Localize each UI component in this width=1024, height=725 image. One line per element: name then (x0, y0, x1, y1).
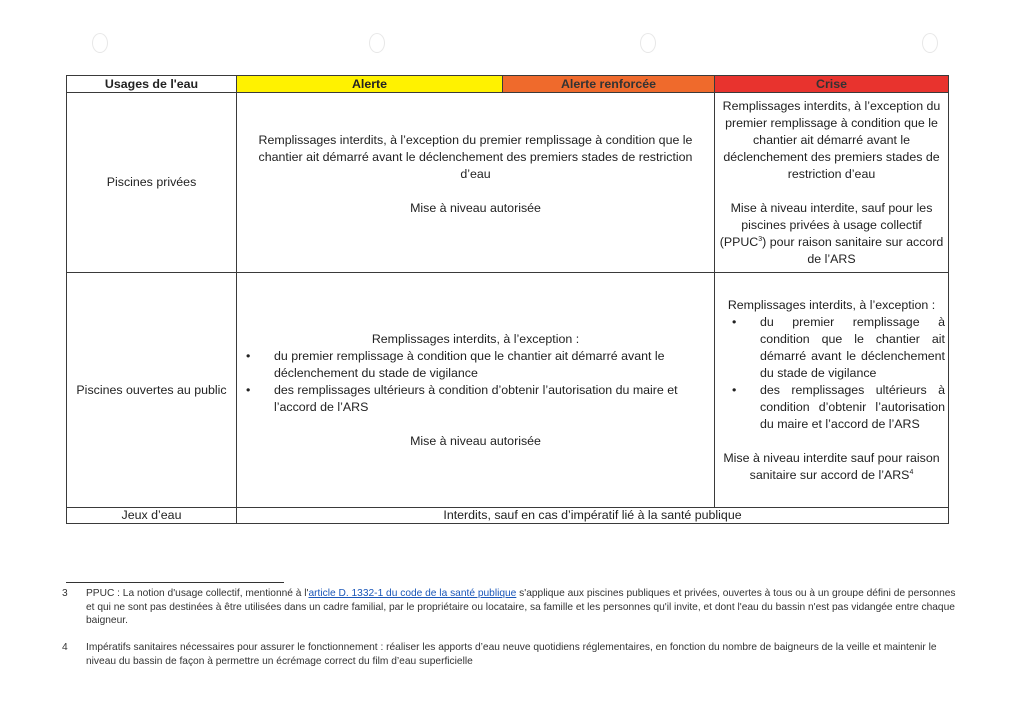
list-item: • du premier remplissage à condition que le chantier ait démarré avant le déclenchement du stade de vigilance (266, 348, 711, 382)
article-link[interactable]: article D. 1332-1 du code de la santé publique (308, 588, 517, 599)
footnote-ref-3: 3 (758, 235, 763, 243)
all-levels-cell: Interdits, sauf en cas d’impératif lié à la santé publique (237, 508, 949, 524)
footnote-3 (62, 587, 966, 628)
list-item: • du premier remplissage à condition que le chantier ait démarré avant le déclenchement du stade de vigilance (752, 314, 945, 382)
table-header-row (67, 76, 949, 93)
rule-text: Mise à niveau interdite, sauf pour les piscines privées à usage collectif (PPUC$^3$) pour raison sanitaire sur accord de l’ARS (719, 200, 944, 266)
footnote-text: PPUC : La notion d'usage collectif, mentionné à l'article D. 1332-1 du code de la santé publique s'applique aux piscines publiques et privées, ouvertes à tous ou à un groupe défini de personnes et qui ne sont pas destinées à être utilisées dans un cadre familial, par le propriétaire ou locataire, sa famille et les personnes qu'il invite, et dont l'eau du bassin n'est pas vidangée entre chaque baigneur. (86, 588, 956, 626)
footnote-text: Impératifs sanitaires nécessaires pour assurer le fonctionnement : réaliser les apports d’eau neuve quotidiens réglementaires, en fonction du nombre de baigneurs de la veille et maintenir le niveau du bassin de façon à permettre un écrémage correct du film d’eau superficielle (86, 642, 937, 667)
rule-text: Mise à niveau autorisée (410, 200, 541, 215)
header-alerte: Alerte (237, 76, 503, 93)
water-restriction-table (66, 75, 949, 524)
header-alerte-renforcee: Alerte renforcée (503, 76, 715, 93)
table-row-jeux-d-eau (67, 508, 949, 524)
table-row-piscines-publiques (67, 273, 949, 508)
usage-cell: Piscines privées (67, 93, 237, 273)
exception-list (718, 314, 945, 433)
list-item: • des remplissages ultérieurs à condition d’obtenir l’autorisation du maire et l’accord de l’ARS (752, 382, 945, 433)
rule-text: Remplissages interdits, à l’exception du premier remplissage à condition que le chantier ait démarré avant le déclenchement des premiers stades de restriction d’eau (258, 132, 693, 181)
rule-text: Mise à niveau interdite sauf pour raison sanitaire sur accord de l’ARS$^4$ (723, 450, 940, 482)
usage-cell: Piscines ouvertes au public (67, 273, 237, 508)
usage-cell: Jeux d’eau (67, 508, 237, 524)
crise-cell (715, 273, 949, 508)
table-row-piscines-privees (67, 93, 949, 273)
alerte-renforcee-cell (237, 273, 715, 508)
footnote-4 (62, 641, 966, 668)
footnote-separator (66, 582, 284, 583)
footnote-number: 3 (62, 588, 68, 599)
footnote-number: 4 (62, 642, 68, 653)
header-crise: Crise (715, 76, 949, 93)
punch-hole-mark (369, 33, 385, 53)
crise-cell (715, 93, 949, 273)
rule-text: Remplissages interdits, à l’exception du premier remplissage à condition que le chantier ait démarré avant le déclenchement des premiers stades de restriction d’eau (722, 98, 941, 181)
punch-hole-mark (92, 33, 108, 53)
rule-intro: Remplissages interdits, à l’exception : (727, 297, 936, 312)
exception-list (240, 348, 711, 416)
header-usage: Usages de l'eau (67, 76, 237, 93)
footnote-ref-4: 4 (909, 468, 914, 476)
rule-text: Mise à niveau autorisée (410, 433, 541, 448)
punch-hole-mark (640, 33, 656, 53)
alerte-renforcee-cell (237, 93, 715, 273)
list-item: • des remplissages ultérieurs à condition d’obtenir l’autorisation du maire et l’accord de l’ARS (266, 382, 711, 416)
rule-intro: Remplissages interdits, à l’exception : (371, 331, 580, 346)
punch-hole-mark (922, 33, 938, 53)
